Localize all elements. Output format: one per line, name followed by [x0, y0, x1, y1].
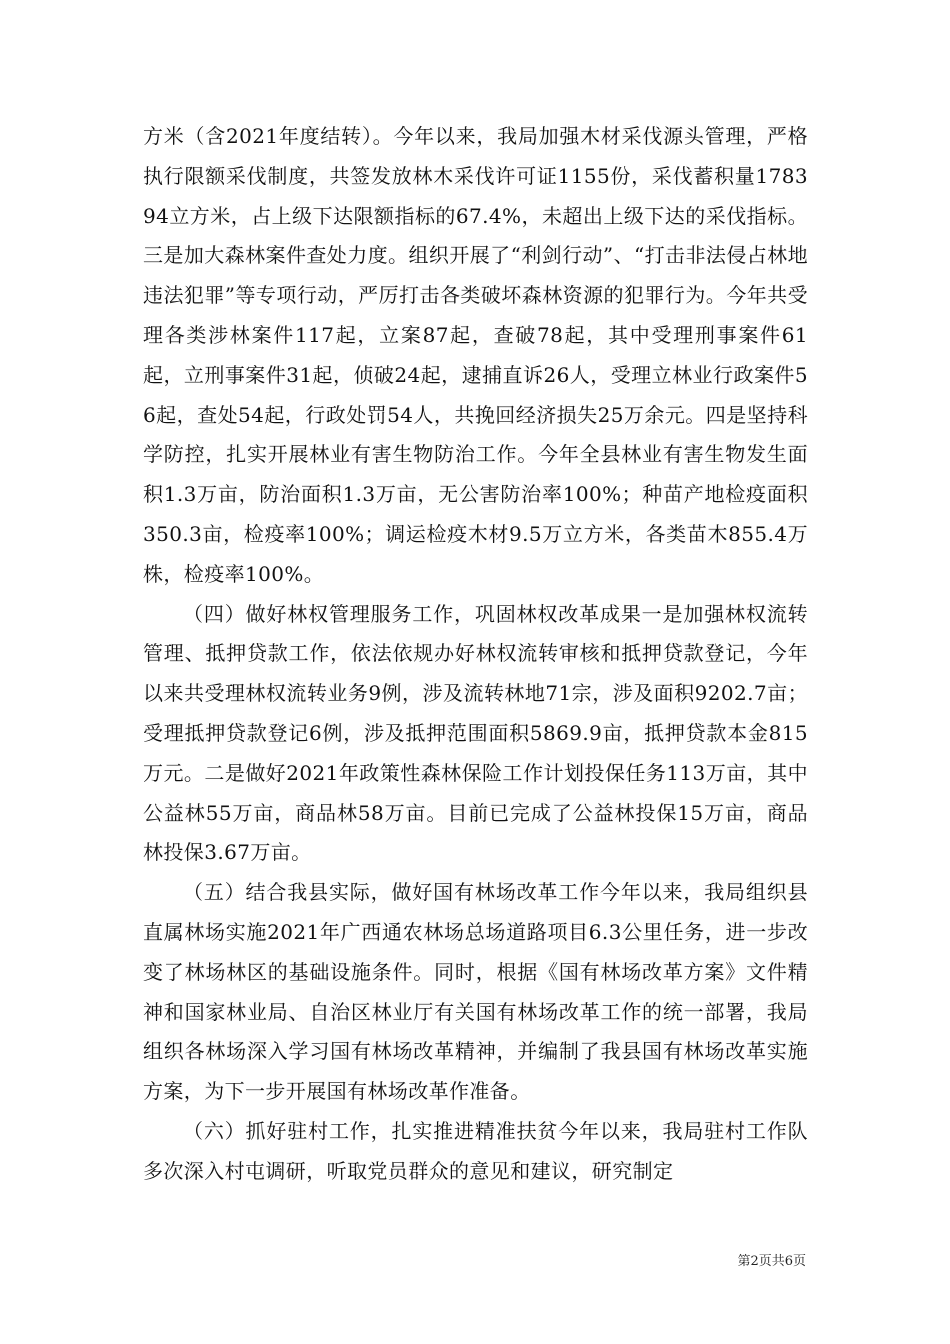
paragraph-continuation: 方米（含2021年度结转）。今年以来，我局加强木材采伐源头管理，严格执行限额采伐制度，共签发放林木采伐许可证1155份，采伐蓄积量178394立方米，占上级下达限额指标的67.4%，未超出上级下达的采伐指标。三是加大森林案件查处力度。组织开展了“利剑行动”、“打击非法侵占林地违法犯罪”等专项行动，严厉打击各类破坏森林资源的犯罪行为。今年共受理各类涉林案件117起，立案87起，查破78起，其中受理刑事案件61起，立刑事案件31起，侦破24起，逮捕直诉26人，受理立林业行政案件56起，查处54起，行政处罚54人，共挽回经济损失25万余元。四是坚持科学防控，扎实开展林业有害生物防治工作。今年全县林业有害生物发生面积1.3万亩，防治面积1.3万亩，无公害防治率100%；种苗产地检疫面积350.3亩，检疫率100%；调运检疫木材9.5万立方米，各类苗木855.4万株，检疫率100%。	[143, 124, 808, 586]
paragraph-section-5: （五）结合我县实际，做好国有林场改革工作今年以来，我局组织县直属林场实施2021年广西通农林场总场道路项目6.3公里任务，进一步改变了林场林区的基础设施条件。同时，根据《国有林场改革方案》文件精神和国家林业局、自治区林业厅有关国有林场改革工作的统一部署，我局组织各林场深入学习国有林场改革精神，并编制了我县国有林场改革实施方案，为下一步开展国有林场改革作准备。	[143, 880, 808, 1104]
paragraph-section-6: （六）抓好驻村工作，扎实推进精准扶贫今年以来，我局驻村工作队多次深入村屯调研，听取党员群众的意见和建议，研究制定	[143, 1118, 808, 1183]
paragraph-section-4: （四）做好林权管理服务工作，巩固林权改革成果一是加强林权流转管理、抵押贷款工作，依法依规办好林权流转审核和抵押贷款登记，今年以来共受理林权流转业务9例，涉及流转林地71宗，涉及面积9202.7亩；受理抵押贷款登记6例，涉及抵押范围面积5869.9亩，抵押贷款本金815万元。二是做好2021年政策性森林保险工作计划投保任务113万亩，其中公益林55万亩，商品林58万亩。目前已完成了公益林投保15万亩，商品林投保3.67万亩。	[143, 601, 808, 865]
page-number: 第2页共6页	[737, 1254, 806, 1269]
document-body	[143, 117, 808, 1192]
